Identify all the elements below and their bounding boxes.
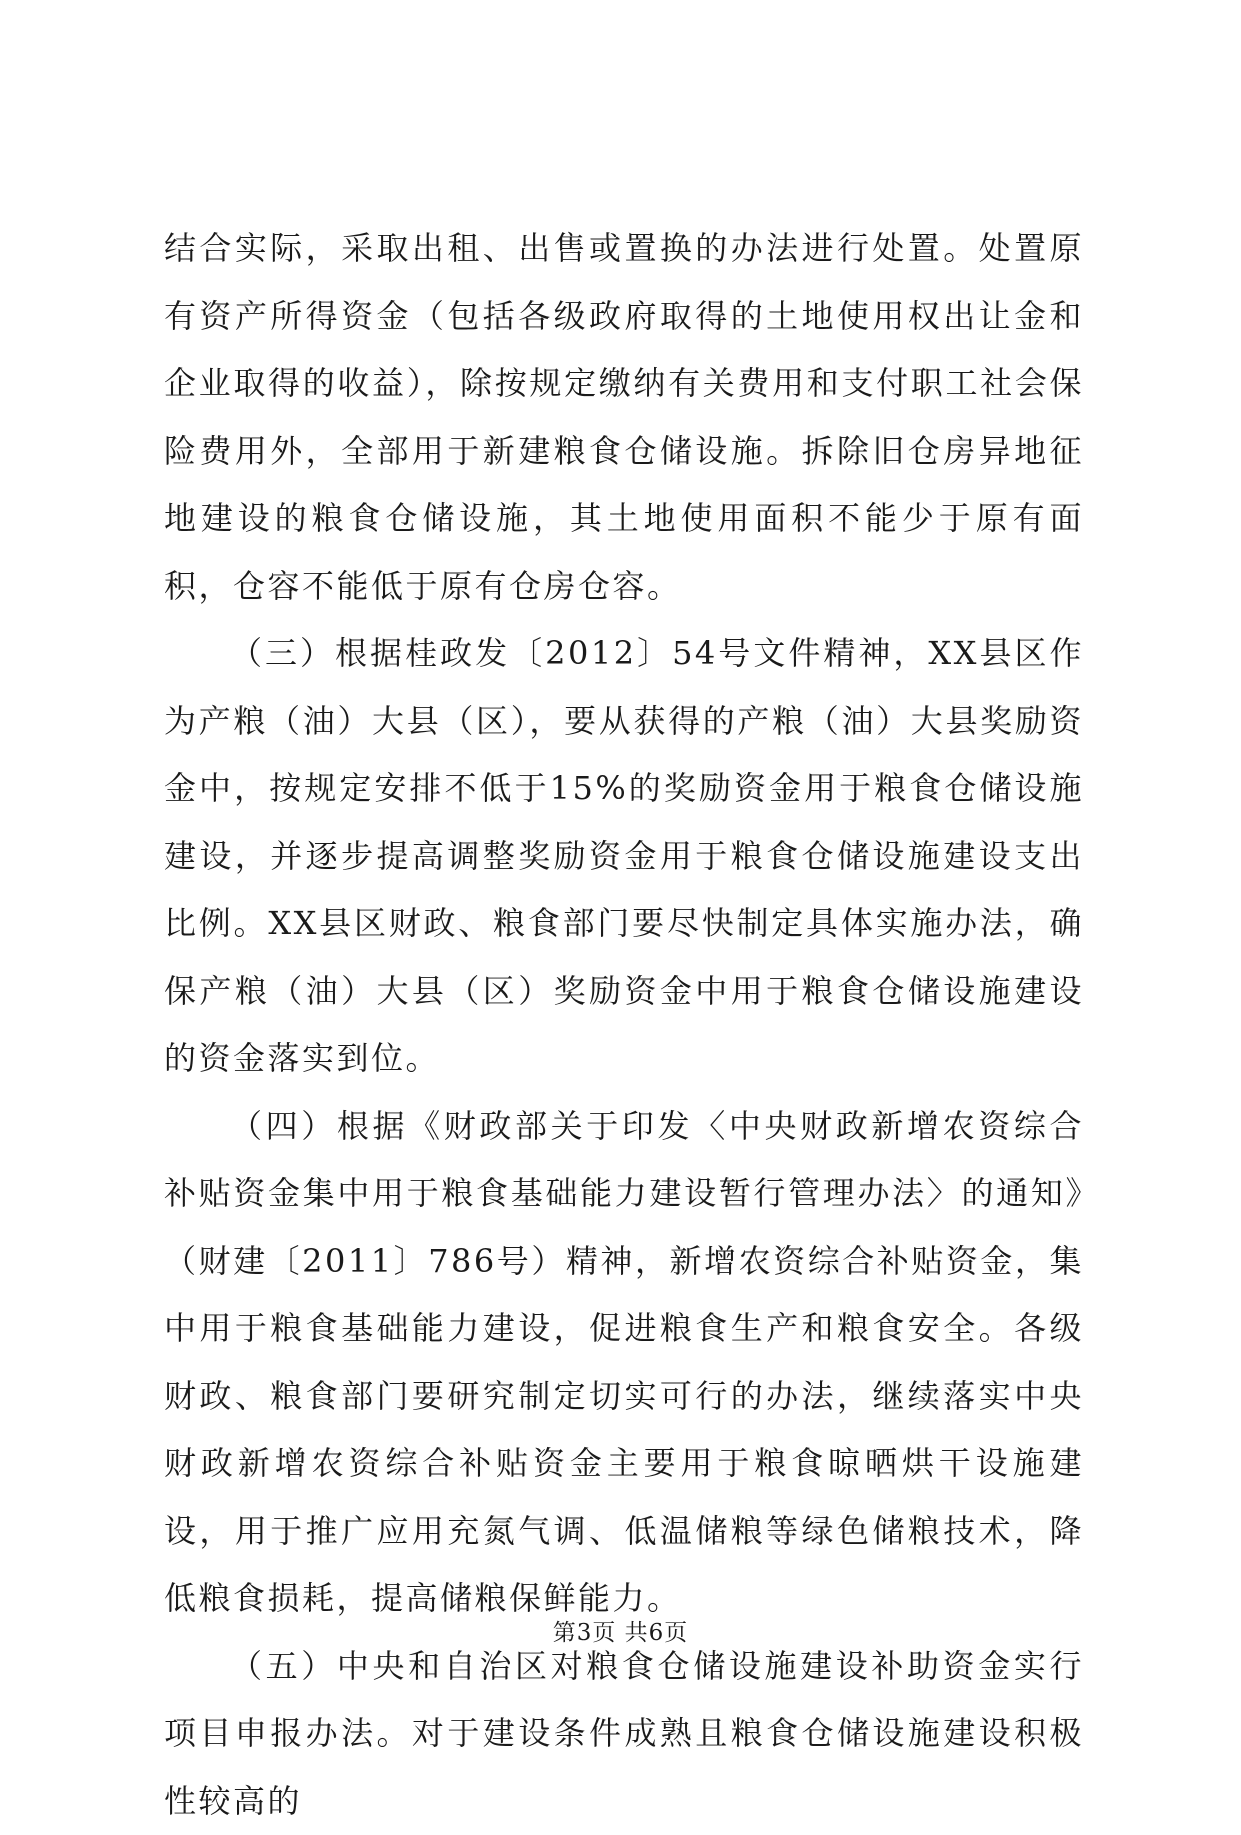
page-number: 第3页 共6页 [0,1614,1241,1647]
paragraph-4: （五）中央和自治区对粮食仓储设施建设补助资金实行项目申报办法。对于建设条件成熟且粮食仓储设施建设积极性较高的 [164,1633,1084,1835]
paragraph-2: （三）根据桂政发〔2012〕54号文件精神，XX县区作为产粮（油）大县（区），要从获得的产粮（油）大县奖励资金中，按规定安排不低于15%的奖励资金用于粮食仓储设施建设，并逐步提高调整奖励资金用于粮食仓储设施建设支出比例。XX县区财政、粮食部门要尽快制定具体实施办法，确保产粮（油）大县（区）奖励资金中用于粮食仓储设施建设的资金落实到位。 [164,620,1084,1093]
paragraph-1: 结合实际，采取出租、出售或置换的办法进行处置。处置原有资产所得资金（包括各级政府取得的土地使用权出让金和企业取得的收益），除按规定缴纳有关费用和支付职工社会保险费用外，全部用于新建粮食仓储设施。拆除旧仓房异地征地建设的粮食仓储设施，其土地使用面积不能少于原有面积，仓容不能低于原有仓房仓容。 [164,215,1084,620]
document-body [164,215,1084,1835]
paragraph-3: （四）根据《财政部关于印发〈中央财政新增农资综合补贴资金集中用于粮食基础能力建设暂行管理办法〉的通知》（财建〔2011〕786号）精神，新增农资综合补贴资金，集中用于粮食基础能力建设，促进粮食生产和粮食安全。各级财政、粮食部门要研究制定切实可行的办法，继续落实中央财政新增农资综合补贴资金主要用于粮食晾晒烘干设施建设，用于推广应用充氮气调、低温储粮等绿色储粮技术，降低粮食损耗，提高储粮保鲜能力。 [164,1093,1084,1633]
